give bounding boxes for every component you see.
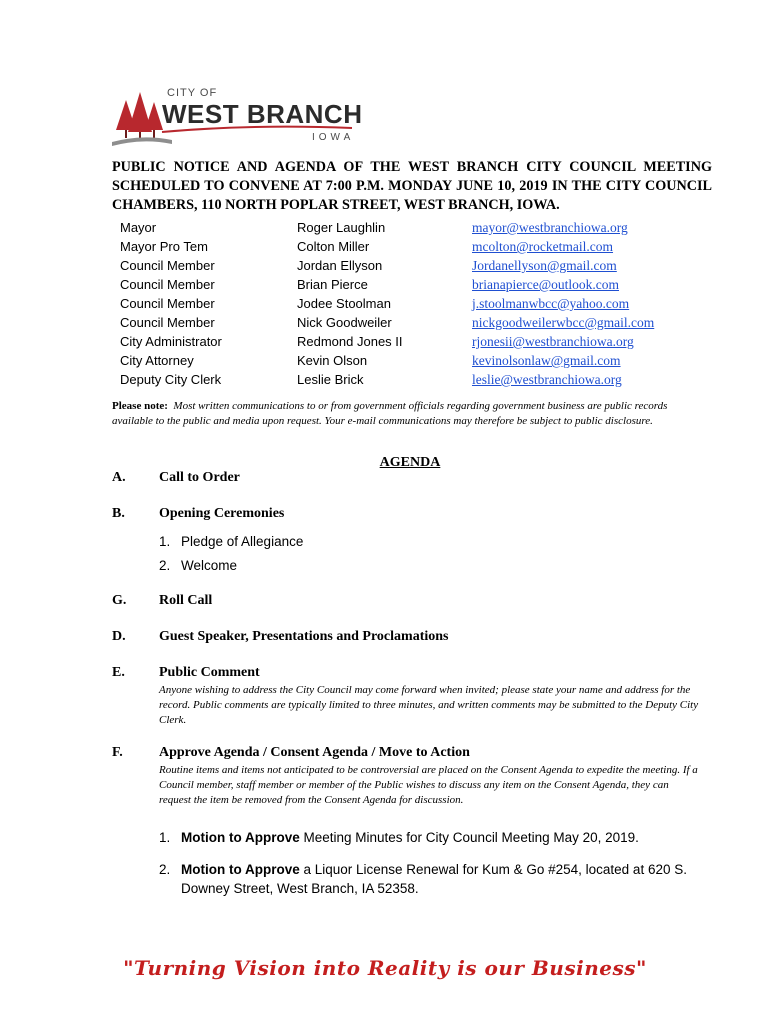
- official-name: Redmond Jones II: [297, 334, 403, 349]
- agenda-heading: AGENDA: [379, 455, 441, 470]
- official-email-link[interactable]: j.stoolmanwbcc@yahoo.com: [472, 296, 630, 311]
- official-title: City Administrator: [120, 334, 222, 349]
- list-item: [159, 532, 699, 551]
- item-number: 1.: [159, 830, 171, 845]
- official-title: Council Member: [120, 315, 215, 330]
- section-letter: E.: [112, 665, 125, 680]
- section-letter: F.: [112, 745, 123, 760]
- agenda-heading-wrap: [0, 453, 770, 471]
- item-motion-text: Meeting Minutes for City Council Meeting May 20, 2019.: [299, 830, 639, 845]
- item-text: [181, 860, 699, 898]
- notice-title: PUBLIC NOTICE AND AGENDA OF THE WEST BRANCH CITY COUNCIL MEETING SCHEDULED TO CONVENE AT 7:00 P.M. MONDAY JUNE 10, 2019 IN THE CITY COUNCIL CHAMBERS, 110 NORTH POPLAR STREET, WEST BRANCH, IOWA.: [112, 159, 712, 213]
- section-letter: B.: [112, 506, 125, 521]
- official-title: City Attorney: [120, 353, 194, 368]
- list-item: [159, 556, 699, 575]
- item-motion-text: a Liquor License Renewal for Kum & Go #254, located at 620 S. Downey Street, West Branch, IA 52358.: [181, 862, 687, 896]
- disclosure-note: [112, 399, 697, 429]
- official-title: Mayor: [120, 220, 157, 235]
- section-letter: G.: [112, 593, 127, 608]
- section-title: Approve Agenda / Consent Agenda / Move to Action: [159, 745, 470, 760]
- official-title: Deputy City Clerk: [120, 372, 222, 387]
- item-text: Pledge of Allegiance: [181, 534, 304, 549]
- section-title: Opening Ceremonies: [159, 506, 285, 521]
- official-email-link[interactable]: mayor@westbranchiowa.org: [472, 220, 628, 235]
- logo-state: IOWA: [312, 132, 355, 143]
- official-title: Council Member: [120, 277, 215, 292]
- official-name: Brian Pierce: [297, 277, 368, 292]
- list-item: [159, 828, 699, 847]
- item-number: 2.: [159, 558, 171, 573]
- official-name: Roger Laughlin: [297, 220, 386, 235]
- official-title: Council Member: [120, 296, 215, 311]
- logo-name: WEST BRANCH: [162, 99, 363, 129]
- official-name: Jodee Stoolman: [297, 296, 391, 311]
- official-email-link[interactable]: nickgoodweilerwbcc@gmail.com: [472, 315, 655, 330]
- section-description: Routine items and items not anticipated to be controversial are placed on the Consent Agenda to expedite the meeting. If a Council member, staff member or member of the Public wishes to discuss any item on the Consent Agenda, they can request the item be removed from the Consent Agenda for discussion.: [159, 764, 698, 806]
- item-motion-label: Motion to Approve: [181, 862, 300, 877]
- footer-slogan: "Turning Vision into Reality is our Business": [123, 956, 647, 980]
- section-description: Anyone wishing to address the City Council may come forward when invited; please state your name and address for the record. Public comments are typically limited to three minutes, and written comments may be submitted to the Deputy City Clerk.: [159, 684, 699, 726]
- official-title: Mayor Pro Tem: [120, 239, 208, 254]
- item-number: 1.: [159, 534, 171, 549]
- official-name: Leslie Brick: [297, 372, 364, 387]
- official-email-link[interactable]: mcolton@rocketmail.com: [472, 239, 614, 254]
- logo-city-of: CITY OF: [167, 87, 218, 99]
- item-text: [181, 828, 699, 847]
- official-email-link[interactable]: kevinolsonlaw@gmail.com: [472, 353, 621, 368]
- official-email-link[interactable]: Jordanellyson@gmail.com: [472, 258, 617, 273]
- list-item: [159, 860, 699, 898]
- section-title: Public Comment: [159, 665, 260, 680]
- official-name: Jordan Ellyson: [297, 258, 383, 273]
- official-email-link[interactable]: leslie@westbranchiowa.org: [472, 372, 622, 387]
- official-name: Kevin Olson: [297, 353, 368, 368]
- official-email-link[interactable]: rjonesii@westbranchiowa.org: [472, 334, 634, 349]
- item-number: 2.: [159, 862, 171, 877]
- item-text: Welcome: [181, 558, 238, 573]
- section-letter: D.: [112, 629, 126, 644]
- section-title: Call to Order: [159, 470, 240, 485]
- official-email-link[interactable]: brianapierce@outlook.com: [472, 277, 620, 292]
- section-letter: A.: [112, 470, 126, 485]
- official-name: Colton Miller: [297, 239, 370, 254]
- city-logo: [112, 86, 362, 152]
- item-motion-label: Motion to Approve: [181, 830, 300, 845]
- section-title: Guest Speaker, Presentations and Proclamations: [159, 629, 449, 644]
- section-title: Roll Call: [159, 593, 213, 608]
- official-title: Council Member: [120, 258, 215, 273]
- official-name: Nick Goodweiler: [297, 315, 392, 330]
- note-label: Please note:: [112, 400, 168, 412]
- note-text: Most written communications to or from government officials regarding government business are public records available to the public and media upon request. Your e-mail communications may therefore be subject to public disclosure.: [112, 400, 668, 427]
